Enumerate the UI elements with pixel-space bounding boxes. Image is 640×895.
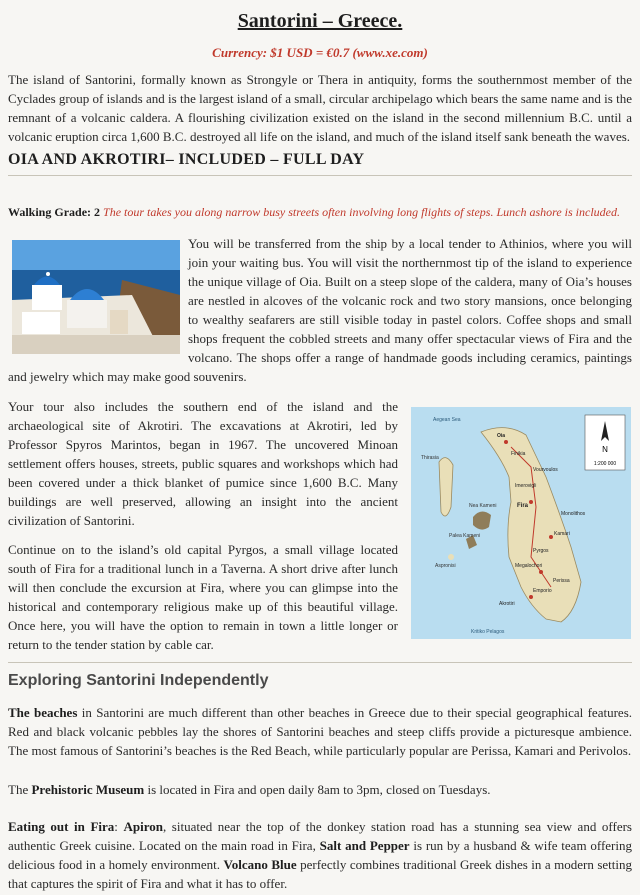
- map-palea-kameni: Palea Kameni: [449, 533, 481, 539]
- map-town-akrotiri: Akrotiri: [499, 601, 515, 607]
- map-town-fira: Fira: [517, 503, 529, 509]
- section-divider-2: [8, 662, 632, 663]
- oia-photo-illustration: [12, 240, 180, 354]
- beaches-label: The beaches: [8, 705, 78, 720]
- apiron-label: Apiron: [123, 819, 163, 834]
- volcano-blue-text: perfectly combines traditional Greek dishes in a modern setting that captures the spirit of Fira and what it has to offer.: [8, 857, 633, 891]
- walking-grade: [8, 204, 632, 220]
- santorini-map: [411, 407, 631, 639]
- oia-photo: [12, 240, 180, 354]
- eating-colon: :: [114, 819, 124, 834]
- salt-pepper-text: is run by a husband & wife team offering delicious food in a homely environment.: [8, 838, 632, 872]
- intro-paragraph: The island of Santorini, formally known as Strongyle or Thera in antiquity, forms the southernmost member of the Cyclades group of islands and is the largest island of a small, circular archipelago which bears the same name and is the remnant of a volcanic caldera. A flourishing civilization existed on the island in the second millennium B.C. until a volcanic eruption circa 1,600 B.C. destroyed all life on the island, and much of the island itself sank beneath the waves.: [8, 72, 632, 144]
- museum-paragraph: [8, 780, 632, 799]
- map-town-oia: Oia: [497, 433, 506, 439]
- map-town-perissa: Perissa: [553, 578, 570, 584]
- map-town-monolithos: Monolithos: [561, 511, 586, 517]
- walking-grade-text: The tour takes you along narrow busy streets often involving long flights of steps. Lunch ashore is included.: [103, 205, 620, 219]
- page-title: Santorini – Greece.: [237, 10, 403, 32]
- eating-label: Eating out in Fira: [8, 819, 115, 834]
- section-divider: [8, 175, 632, 176]
- map-town-kamari: Kamari: [554, 531, 570, 537]
- map-nea-kameni: Nea Kameni: [469, 503, 497, 509]
- tour-paragraph-2: Your tour also includes the southern end of the island and the archaeological site of Akrotiri. The excavations at Akrotiri, led by Professor Spyros Marintos, began in 1967. The uncovered Minoan settlement offers houses, streets, public squares and workshops which had been covered under a thick blanket of pumice since 1,600 B.C. Many buildings are well preserved, allowing an insight into the ancient civilization of Santorini.: [8, 399, 398, 528]
- tour-paragraph-1-text: You will be transferred from the ship by a local tender to Athinios, where you will join your waiting bus. You will visit the northernmost tip of the island to experience the unique village of Oia. Built on a steep slope of the caldera, many of Oia’s houses are nestled in alcoves of the volcanic rock and two story mansions, once belonging to wealthy seafarers are still visible today in pastel colors. Coffee shops and small shops frequent the cobbled streets and many offer spectacular views of Fira and the volcano. The shops offer a range of handmade goods including ceramics, paintings and jewelry which may make good souvenirs.: [8, 236, 632, 384]
- map-sea-south: Kritiko Pelagos: [471, 629, 505, 635]
- eating-paragraph: [8, 817, 632, 893]
- map-thirasia: Thirasia: [421, 455, 439, 461]
- map-town-imerovigli: Imerovigli: [515, 483, 537, 489]
- map-scale: 1:200 000: [593, 461, 617, 467]
- beaches-text: in Santorini are much different than other beaches in Greece due to their special geographical features. Red and black volcanic pebbles lay the shores of Santorini beaches and steep cliffs provide a picturesque ambience. The most famous of Santorini’s beaches is the Red Beach, while particularly popular are Perissa, Kamari and Perivolos.: [8, 705, 632, 758]
- map-illustration: [411, 407, 631, 639]
- museum-text: is located in Fira and open daily 8am to 3pm, closed on Tuesdays.: [144, 782, 491, 797]
- map-aspronisi: Aspronisi: [435, 563, 456, 569]
- map-town-emporio: Emporio: [533, 588, 552, 594]
- tour-paragraph-3: Continue on to the island’s old capital Pyrgos, a small village located south of Fira for a traditional lunch in a Taverna. A short drive after lunch will then conclude the excursion at Fira, where you can glimpse into the historical and contemporary religious make up of this beautiful village. Once here, you will have the option to remain in town a little longer or return to the tender station by cable car.: [8, 542, 398, 652]
- map-sea-north: Aegean Sea: [433, 417, 461, 423]
- salt-pepper-label: Salt and Pepper: [319, 838, 410, 853]
- map-town-finikia: Finikia: [511, 451, 526, 457]
- museum-label: Prehistoric Museum: [31, 782, 145, 797]
- walking-grade-label: Walking Grade: 2: [8, 205, 101, 219]
- map-town-megalochori: Megalochori: [515, 563, 543, 569]
- independent-title: Exploring Santorini Independently: [8, 672, 269, 689]
- volcano-blue-label: Volcano Blue: [223, 857, 297, 872]
- map-town-pyrgos: Pyrgos: [533, 548, 549, 554]
- apiron-text: , situated near the top of the donkey station road has a stunning sea view and offers authentic Greek cuisine. Located on the main road in Fira,: [8, 819, 632, 853]
- map-north: N: [602, 445, 608, 454]
- tour-title: OIA AND AKROTIRI– INCLUDED – FULL DAY: [8, 151, 365, 168]
- beaches-paragraph: [8, 703, 632, 760]
- map-town-vourvoulos: Vourvoulos: [533, 467, 558, 473]
- museum-pre: The: [8, 782, 32, 797]
- currency-note: Currency: $1 USD = €0.7 (www.xe.com): [212, 45, 428, 60]
